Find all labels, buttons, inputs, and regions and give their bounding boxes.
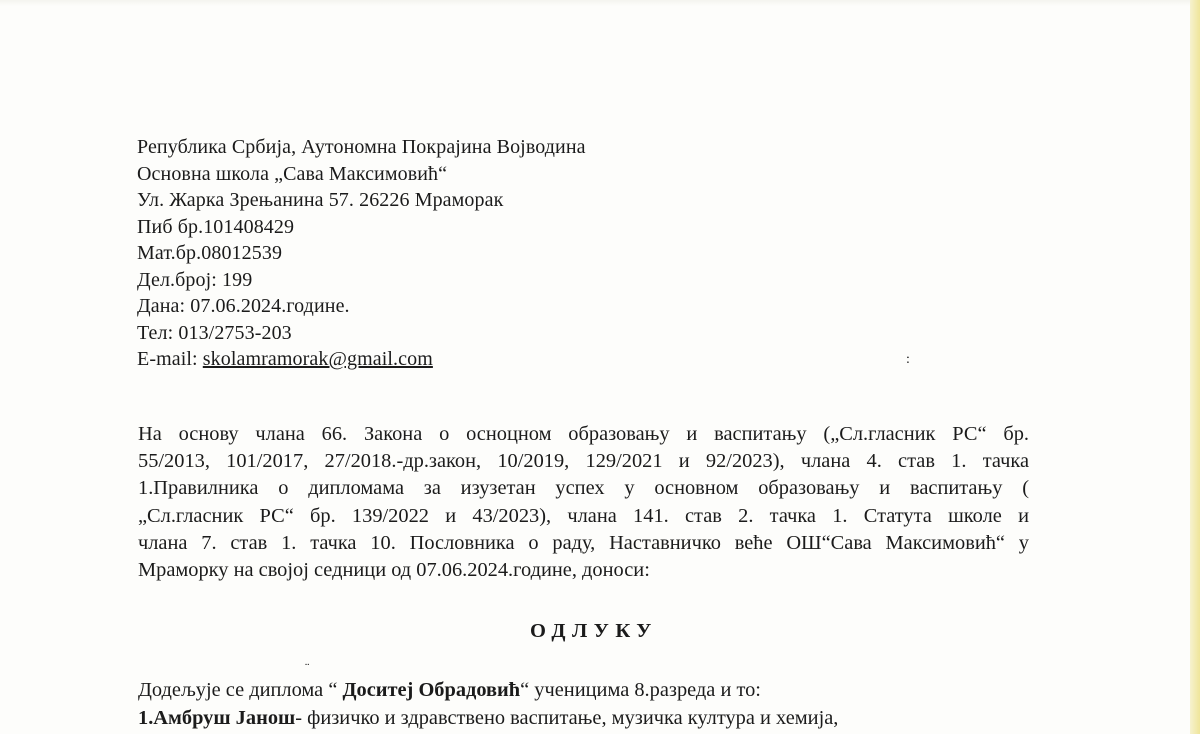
letterhead-country: Република Србија, Аутономна Покрајина Војводина [137,136,586,158]
decision-body [138,677,838,732]
letterhead-date: Дана: 07.06.2024.године. [137,295,350,317]
letterhead-email [137,346,586,373]
award-text-pre: Додељује се диплома “ [138,679,343,701]
recipient-subjects: - физичко и здравствено васпитање, музичка култура и хемија, [295,706,839,729]
scan-top-shadow [0,0,1200,6]
letterhead-address: Ул. Жарка Зрењанина 57. 26226 Мраморак [137,189,504,211]
email-label: E-mail: [137,348,203,370]
legal-basis-line: 1.Правилника о дипломама за изузетан успех у основном образовању и васпитању ( [138,477,1029,500]
award-text-post: “ ученицима 8.разреда и то: [520,679,761,701]
stray-mark-dieresis: ¨ [305,660,310,675]
award-recipient-item [138,705,838,733]
letterhead-pib: Пиб бр.101408429 [137,215,295,238]
legal-basis-line: „Сл.гласник РС“ бр. 139/2022 и 43/2023), члана 141. став 2. тачка 1. Статута школе и [138,504,1029,527]
stray-mark: : [906,352,910,367]
letterhead [137,134,586,373]
legal-basis-line: 55/2013, 101/2017, 27/2018.-др.закон, 10/2019, 129/2021 и 92/2023), члана 4. став 1. тачка [138,450,1029,473]
decision-title: ОДЛУКУ [530,620,658,642]
award-diploma-name: Доситеј Обрадовић [342,679,521,701]
decision-award-line [138,677,838,705]
legal-basis-line: Мраморку на својој седници од 07.06.2024.године, доноси: [138,559,650,582]
legal-basis-line: члана 7. став 1. тачка 10. Пословника о раду, Наставничко веће ОШ“Сава Максимовић“ у [138,531,1029,554]
letterhead-school: Основна школа „Сава Максимовић“ [137,162,448,185]
letterhead-registration: Мат.бр.08012539 [137,242,283,264]
letterhead-phone: Тел: 013/2753-203 [137,321,292,344]
legal-basis-line: На основу члана 66. Закона о осноцном образовању и васпитању („Сл.гласник РС“ бр. [138,423,1029,445]
recipient-name: 1.Амбруш Јанош [138,706,296,729]
letterhead-file-number: Дел.број: 199 [137,268,253,291]
scan-right-edge [1190,0,1200,734]
legal-basis-paragraph [138,421,1029,584]
email-link[interactable]: skolamramorak@gmail.com [202,348,433,370]
